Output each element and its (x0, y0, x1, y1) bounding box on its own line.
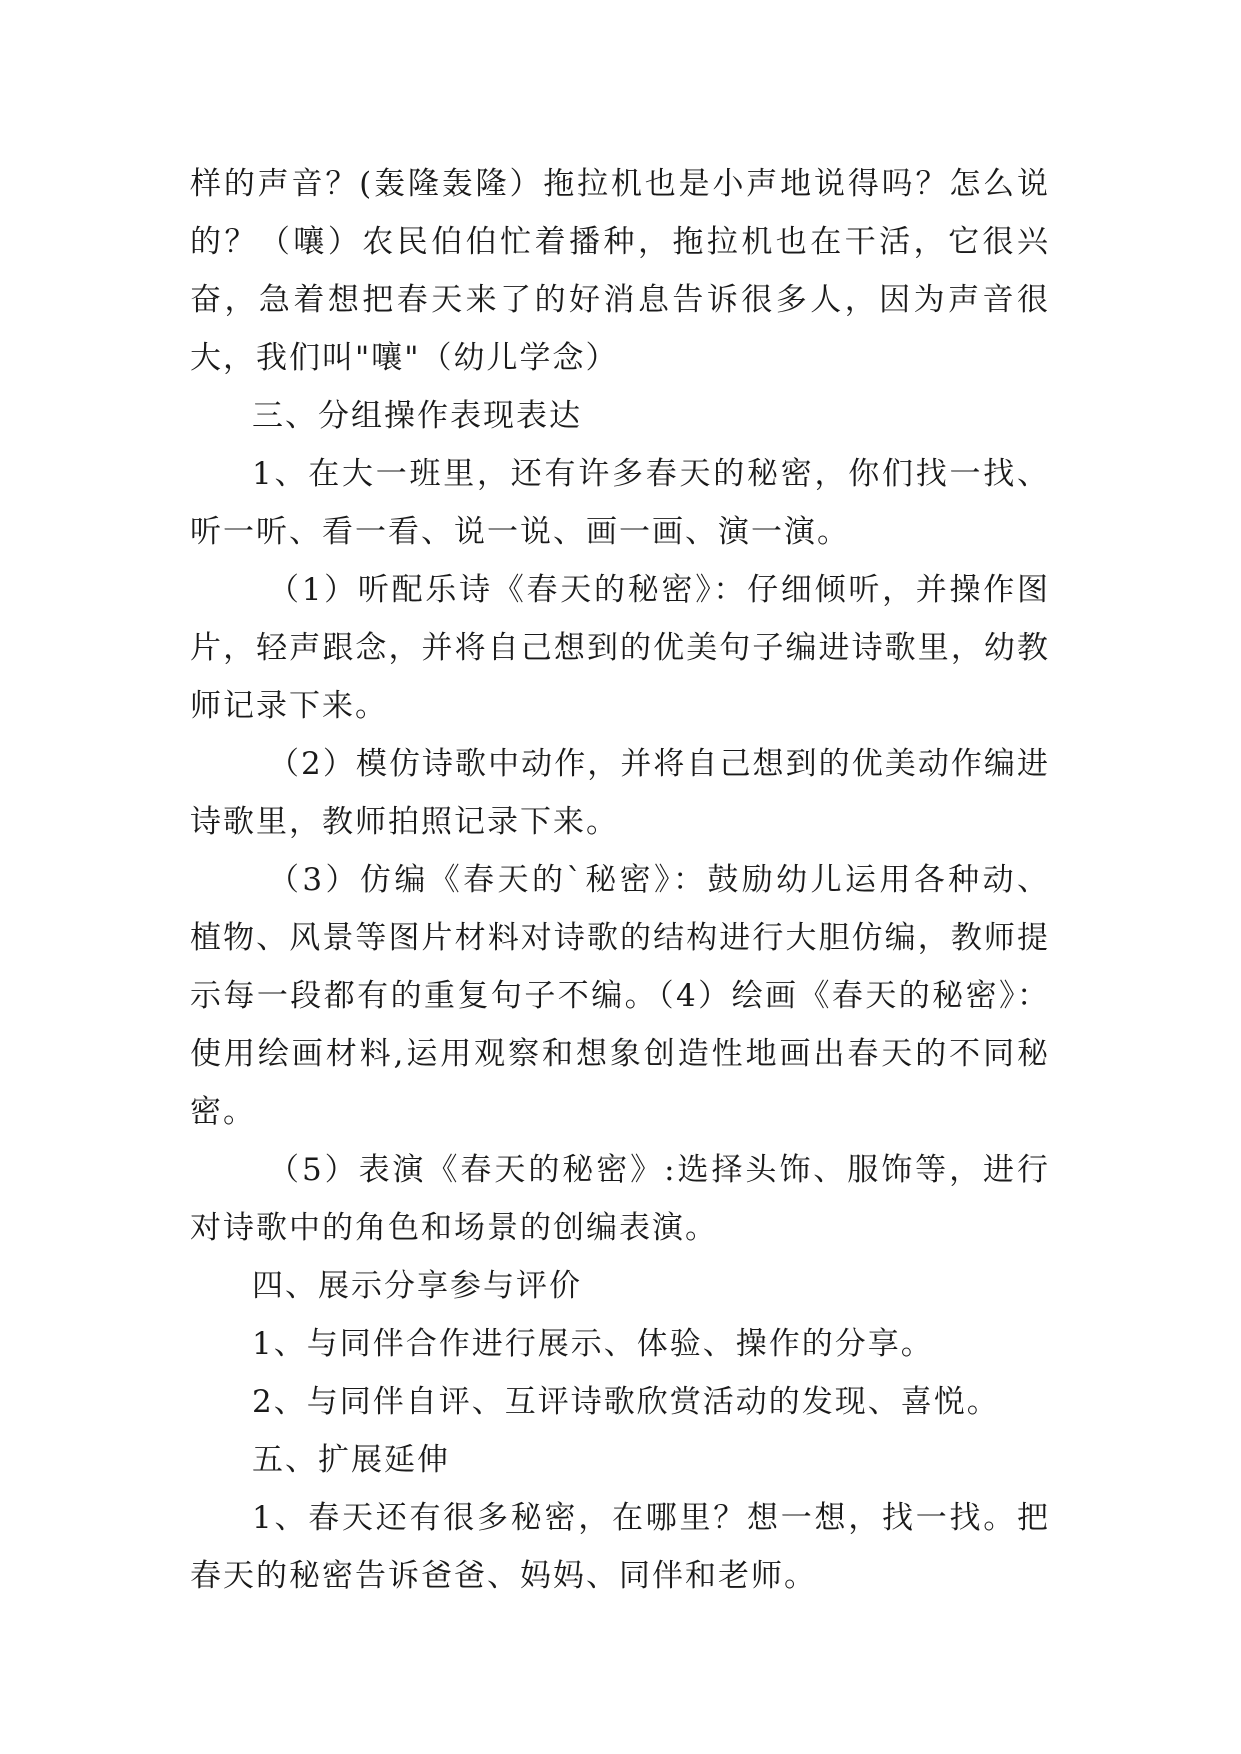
section-heading-5: 五、扩展延伸 (252, 1442, 450, 1478)
body-paragraph: 样的声音？(轰隆轰隆）拖拉机也是小声地说得吗？怎么说的？（嚷）农民伯伯忙着播种，拖拉机也在干活，它很兴奋，急着想把春天来了的好消息告诉很多人，因为声音很大，我们叫"嚷"（幼儿学念） (190, 166, 1050, 376)
body-paragraph: （1）听配乐诗《春天的秘密》：仔细倾听，并操作图片，轻声跟念，并将自己想到的优美句子编进诗歌里，幼教师记录下来。 (190, 572, 1050, 724)
section-heading-3: 三、分组操作表现表达 (252, 398, 582, 434)
section-heading-4: 四、展示分享参与评价 (252, 1268, 582, 1304)
body-paragraph: （3）仿编《春天的`秘密》：鼓励幼儿运用各种动、植物、风景等图片材料对诗歌的结构进行大胆仿编，教师提示每一段都有的重复句子不编。（4）绘画《春天的秘密》：使用绘画材料,运用观察和想象创造性地画出春天的不同秘密。 (190, 862, 1050, 1130)
body-paragraph: 1、春天还有很多秘密，在哪里？想一想，找一找。把春天的秘密告诉爸爸、妈妈、同伴和老师。 (190, 1500, 1050, 1594)
body-paragraph: 1、在大一班里，还有许多春天的秘密，你们找一找、听一听、看一看、说一说、画一画、演一演。 (190, 456, 1050, 550)
document-page (190, 155, 1050, 1605)
body-paragraph: 1、与同伴合作进行展示、体验、操作的分享。 (252, 1326, 934, 1362)
body-paragraph: 2、与同伴自评、互评诗歌欣赏活动的发现、喜悦。 (252, 1384, 1000, 1420)
body-paragraph: （2）模仿诗歌中动作，并将自己想到的优美动作编进诗歌里，教师拍照记录下来。 (190, 746, 1050, 840)
body-paragraph: （5）表演《春天的秘密》:选择头饰、服饰等，进行对诗歌中的角色和场景的创编表演。 (190, 1152, 1050, 1246)
